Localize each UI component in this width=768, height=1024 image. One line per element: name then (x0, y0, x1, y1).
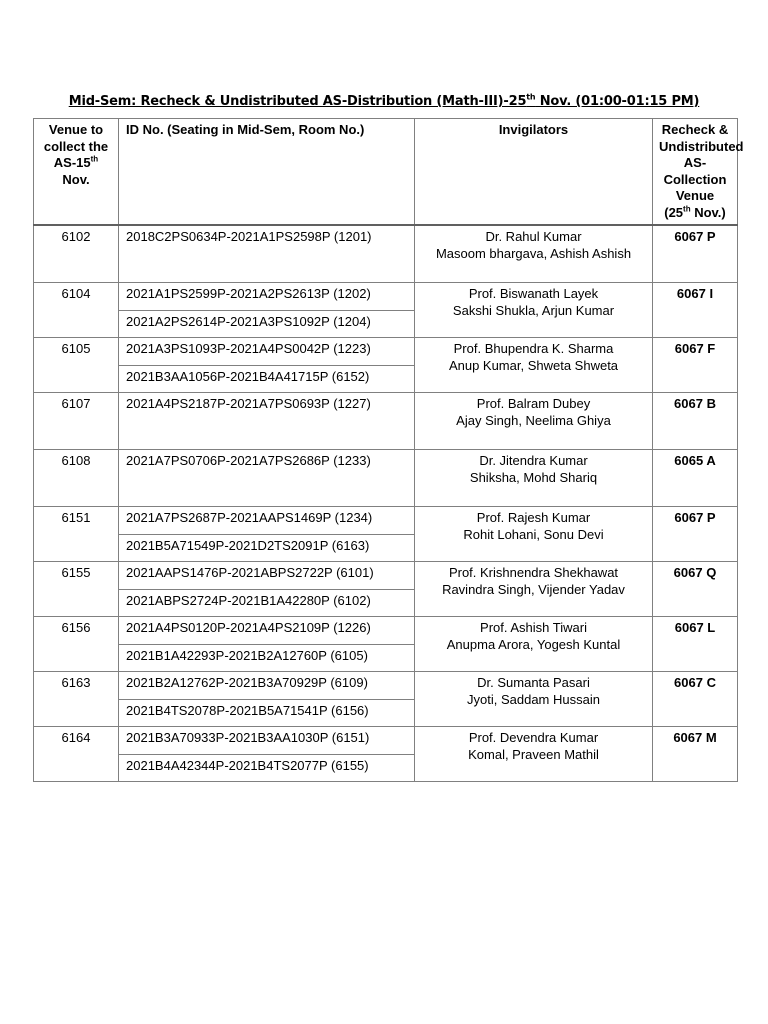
id-range-cell (119, 283, 415, 338)
collection-venue-cell: 6067 I (653, 283, 738, 338)
invigilators-cell (415, 338, 653, 393)
page-title: Mid-Sem: Recheck & Undistributed AS-Distribution (Math-III)-25th Nov. (01:00-01:15 PM) (68, 92, 700, 109)
id-range-line: 2018C2PS0634P-2021A1PS2598P (1201) (126, 229, 372, 244)
assistant-invigilators: Rohit Lohani, Sonu Devi (463, 526, 604, 542)
faculty-invigilator: Prof. Rajesh Kumar (476, 510, 591, 525)
id-range-line: 2021B4TS2078P-2021B5A71541P (6156) (119, 699, 414, 726)
header-invigilators: Invigilators (415, 119, 653, 226)
header-id-no: ID No. (Seating in Mid-Sem, Room No.) (119, 119, 415, 226)
distribution-table (33, 118, 744, 782)
venue-cell: 6156 (34, 617, 119, 672)
id-range-line: 2021A3PS1093P-2021A4PS0042P (1223) (126, 341, 371, 356)
table-row (34, 338, 738, 393)
table-row (34, 283, 738, 338)
id-range-line: 2021B3A70933P-2021B3AA1030P (6151) (126, 730, 370, 745)
collection-venue-cell: 6067 P (653, 225, 738, 283)
assistant-invigilators: Komal, Praveen Mathil (468, 746, 599, 762)
id-range-line: 2021A2PS2614P-2021A3PS1092P (1204) (119, 310, 414, 337)
assistant-invigilators: Anup Kumar, Shweta Shweta (448, 357, 619, 373)
table-row (34, 727, 738, 782)
table-row (34, 450, 738, 507)
table-row (34, 393, 738, 450)
id-range-line: 2021A1PS2599P-2021A2PS2613P (1202) (126, 286, 371, 301)
id-range-line: 2021A4PS2187P-2021A7PS0693P (1227) (126, 396, 371, 411)
header-collection-venue: Recheck & Undistributed AS- Collection Venue (25th Nov.) (653, 119, 738, 226)
id-range-line: 2021B5A71549P-2021D2TS2091P (6163) (119, 534, 414, 561)
assistant-invigilators: Ajay Singh, Neelima Ghiya (456, 412, 611, 428)
invigilators-cell (415, 617, 653, 672)
invigilators-cell (415, 450, 653, 507)
invigilators-cell (415, 393, 653, 450)
collection-venue-cell: 6067 Q (653, 562, 738, 617)
faculty-invigilator: Prof. Devendra Kumar (468, 730, 599, 745)
id-range-cell (119, 562, 415, 617)
table-row (34, 225, 738, 283)
faculty-invigilator: Dr. Sumanta Pasari (477, 675, 590, 690)
invigilators-cell (415, 562, 653, 617)
table-row (34, 507, 738, 562)
id-range-line: 2021A7PS2687P-2021AAPS1469P (1234) (126, 510, 373, 525)
id-range-line: 2021B2A12762P-2021B3A70929P (6109) (126, 675, 368, 690)
id-range-line: 2021A4PS0120P-2021A4PS2109P (1226) (126, 620, 371, 635)
assistant-invigilators: Anupma Arora, Yogesh Kuntal (446, 636, 621, 652)
venue-cell: 6104 (34, 283, 119, 338)
venue-cell: 6108 (34, 450, 119, 507)
id-range-cell (119, 393, 415, 450)
table-header-row (34, 119, 738, 226)
assistant-invigilators: Sakshi Shukla, Arjun Kumar (452, 302, 615, 318)
table-row (34, 617, 738, 672)
venue-cell: 6151 (34, 507, 119, 562)
id-range-line: 2021AAPS1476P-2021ABPS2722P (6101) (126, 565, 374, 580)
assistant-invigilators: Masoom bhargava, Ashish Ashish (435, 245, 632, 261)
invigilators-cell (415, 727, 653, 782)
collection-venue-cell: 6067 B (653, 393, 738, 450)
table-row (34, 672, 738, 727)
venue-cell: 6155 (34, 562, 119, 617)
faculty-invigilator: Prof. Ashish Tiwari (480, 620, 587, 635)
id-range-cell (119, 225, 415, 283)
id-range-cell (119, 338, 415, 393)
table-body (34, 225, 738, 782)
id-range-line: 2021B1A42293P-2021B2A12760P (6105) (119, 644, 414, 671)
venue-cell: 6163 (34, 672, 119, 727)
venue-cell: 6164 (34, 727, 119, 782)
id-range-line: 2021A7PS0706P-2021A7PS2686P (1233) (126, 453, 371, 468)
venue-cell: 6105 (34, 338, 119, 393)
collection-venue-cell: 6067 C (653, 672, 738, 727)
faculty-invigilator: Prof. Krishnendra Shekhawat (448, 565, 619, 580)
id-range-cell (119, 672, 415, 727)
venue-cell: 6107 (34, 393, 119, 450)
id-range-cell (119, 727, 415, 782)
id-range-line: 2021B4A42344P-2021B4TS2077P (6155) (119, 754, 414, 781)
assistant-invigilators: Jyoti, Saddam Hussain (467, 691, 600, 707)
id-range-cell (119, 617, 415, 672)
invigilators-cell (415, 225, 653, 283)
collection-venue-cell: 6067 F (653, 338, 738, 393)
invigilators-cell (415, 283, 653, 338)
collection-venue-cell: 6067 P (653, 507, 738, 562)
collection-venue-cell: 6065 A (653, 450, 738, 507)
invigilators-cell (415, 672, 653, 727)
id-range-line: 2021B3AA1056P-2021B4A41715P (6152) (119, 365, 414, 392)
faculty-invigilator: Prof. Bhupendra K. Sharma (453, 341, 614, 356)
assistant-invigilators: Shiksha, Mohd Shariq (469, 469, 598, 485)
faculty-invigilator: Prof. Balram Dubey (476, 396, 591, 411)
table-row (34, 562, 738, 617)
collection-venue-cell: 6067 L (653, 617, 738, 672)
id-range-line: 2021ABPS2724P-2021B1A42280P (6102) (119, 589, 414, 616)
assistant-invigilators: Ravindra Singh, Vijender Yadav (442, 581, 625, 597)
faculty-invigilator: Dr. Rahul Kumar (485, 229, 582, 244)
invigilators-cell (415, 507, 653, 562)
collection-venue-cell: 6067 M (653, 727, 738, 782)
header-venue: Venue to collect the AS-15th Nov. (34, 119, 119, 226)
faculty-invigilator: Prof. Biswanath Layek (468, 286, 599, 301)
venue-cell: 6102 (34, 225, 119, 283)
id-range-cell (119, 450, 415, 507)
faculty-invigilator: Dr. Jitendra Kumar (479, 453, 588, 468)
id-range-cell (119, 507, 415, 562)
